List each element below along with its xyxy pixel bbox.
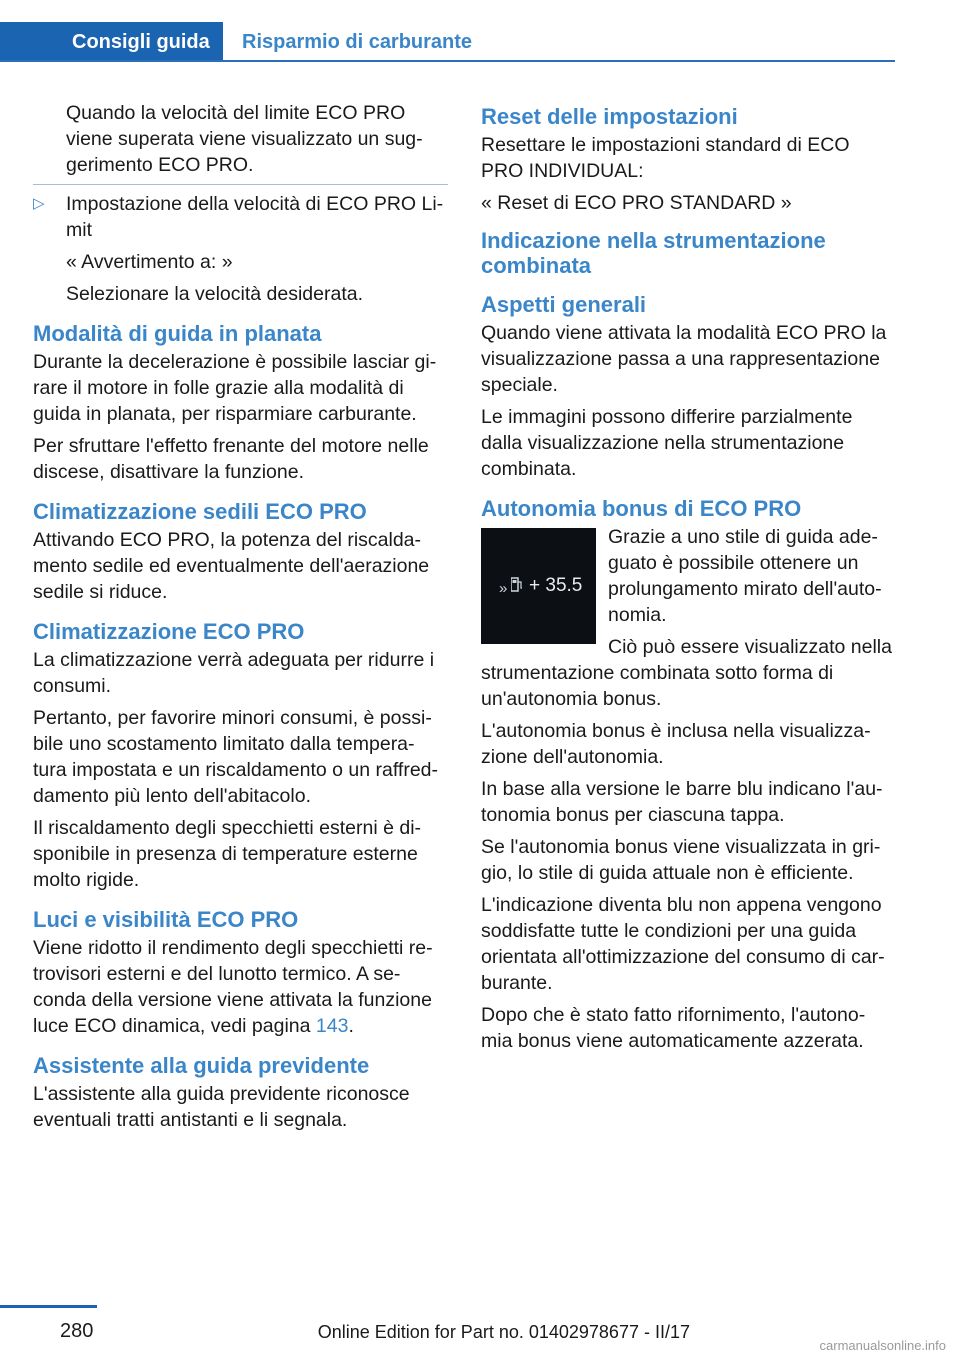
paragraph: La climatizzazione verrà adeguata per ridurre i consumi.: [33, 649, 435, 697]
watermark: carmanualsonline.info: [819, 1338, 946, 1353]
section-heading: Climatizzazione ECO PRO: [33, 619, 305, 644]
chevron-right-icon: »: [499, 580, 508, 597]
section-heading: Reset delle impostazioni: [481, 104, 738, 129]
paragraph: Le immagini possono differire parzialmente dalla visualizzazione nella strumentazione combinata.: [481, 406, 853, 480]
footer-rule: [0, 1305, 97, 1308]
divider: [33, 184, 448, 185]
list-item: [33, 191, 448, 307]
left-column: [33, 100, 448, 1139]
paragraph: « Reset di ECO PRO STANDARD »: [481, 192, 792, 214]
page-header: [0, 22, 895, 62]
paragraph: Per sfruttare l'effetto frenante del motore nelle discese, disattivare la funzione.: [33, 435, 429, 483]
page-reference-link[interactable]: 143: [315, 1015, 349, 1037]
paragraph-text: .: [348, 1015, 354, 1037]
triangle-bullet-icon: ▷: [33, 195, 45, 212]
right-column: [481, 100, 895, 1060]
section-tab[interactable]: Risparmio di carburante: [242, 31, 473, 53]
edition-note: Online Edition for Part no. 01402978677 - II/17: [317, 1322, 690, 1342]
paragraph: L'autonomia bonus è inclusa nella visualizza‐zione dell'autonomia.: [481, 720, 871, 768]
paragraph: [33, 935, 448, 1039]
paragraph: Dopo che è stato fatto rifornimento, l'autono‐mia bonus viene automaticamente azzerata.: [481, 1004, 866, 1052]
paragraph: Durante la decelerazione è possibile lasciar gi‐rare il motore in folle grazie alla modalità di guida in planata, per risparmiare carburante.: [33, 351, 437, 425]
bonus-range-value: + 35.5: [529, 575, 583, 596]
paragraph: Se l'autonomia bonus viene visualizzata in gri‐gio, lo stile di guida attuale non è efficiente.: [481, 836, 881, 884]
figure-block: [481, 524, 895, 712]
fuel-pump-icon: [511, 576, 523, 592]
page-number: 280: [60, 1320, 94, 1342]
dashboard-display-image: [481, 528, 596, 644]
section-heading: Modalità di guida in planata: [33, 321, 322, 346]
subsection-heading: Aspetti generali: [481, 292, 647, 317]
section-heading: Luci e visibilità ECO PRO: [33, 907, 299, 932]
paragraph: Pertanto, per favorire minori consumi, è possi‐bile uno scostamento limitato dalla tempera‐tura impostata e un riscaldamento o un raffred‐damento più lento dell'abitacolo.: [33, 707, 439, 807]
paragraph: Resettare le impostazioni standard di ECO PRO INDIVIDUAL:: [481, 134, 850, 182]
paragraph: L'assistente alla guida previdente riconosce eventuali tratti antistanti e li segnala.: [33, 1083, 410, 1131]
paragraph: Ciò può essere visualizzato nella strumentazione combinata sotto forma di un'autonomia bonus.: [481, 636, 892, 710]
header-rule: [0, 60, 895, 62]
subsection-heading: Autonomia bonus di ECO PRO: [481, 496, 802, 521]
paragraph: Attivando ECO PRO, la potenza del riscalda‐mento sedile ed eventualmente dell'aerazione sedile si riduce.: [33, 529, 430, 603]
section-heading: Indicazione nella strumentazione combinata: [481, 228, 826, 278]
paragraph: Grazie a uno stile di guida ade‐guato è possibile ottenere un prolungamento mirato dell'auto‐nomia.: [608, 526, 882, 626]
chapter-tab[interactable]: Consigli guida: [0, 22, 223, 62]
paragraph: In base alla versione le barre blu indicano l'au‐tonomia bonus per ciascuna tappa.: [481, 778, 883, 826]
paragraph-text: Viene ridotto il rendimento degli specchietti re‐trovisori esterni e del lunotto termico. A se‐conda della versione viene attivata la funzione luce ECO dinamica, vedi pagina: [33, 937, 433, 1037]
paragraph: L'indicazione diventa blu non appena vengono soddisfatte tutte le condizioni per una guida orientata all'ottimizzazione del consumo di car‐burante.: [481, 894, 885, 994]
section-heading: Assistente alla guida previdente: [33, 1053, 370, 1078]
paragraph: Il riscaldamento degli specchietti esterni è di‐sponibile in presenza di temperature esterne molto rigide.: [33, 817, 422, 891]
paragraph: Quando la velocità del limite ECO PRO viene superata viene visualizzato un sug‐gerimento ECO PRO.: [66, 102, 423, 176]
list-item-subtext: Selezionare la velocità desiderata.: [66, 283, 364, 305]
list-item-subtext: « Avvertimento a: »: [66, 251, 233, 273]
section-heading: Climatizzazione sedili ECO PRO: [33, 499, 367, 524]
paragraph: Quando viene attivata la modalità ECO PRO la visualizzazione passa a una rappresentazione speciale.: [481, 322, 887, 396]
list-item-text: Impostazione della velocità di ECO PRO Li‐mit: [66, 193, 444, 241]
